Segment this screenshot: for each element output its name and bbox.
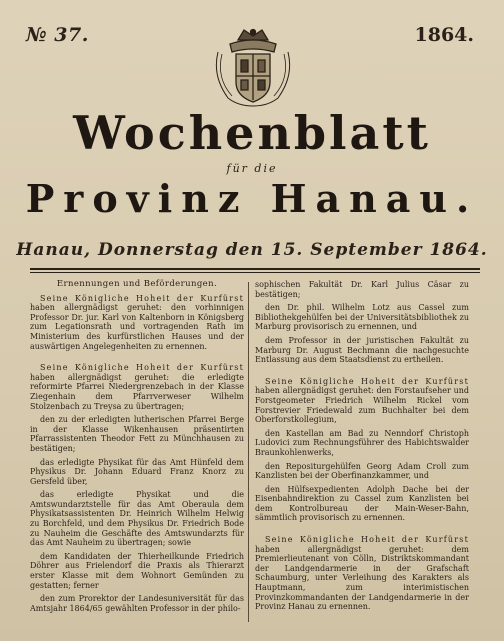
header-rule-thick	[30, 268, 480, 270]
paragraph-text: haben allergnädigst geruhet: die erledigte reformirte Pfarrei Niedergrenzebach in der Klasse Ziegenhain dem Pfarrverweser Wilhelm Stolzenbach zu Treysa zu übertragen;	[30, 372, 244, 411]
paragraph-text: haben allergnädigst geruhet: den vorhinnigen Professor Dr. jur. Karl von Kaltenborn in Königsberg zum Legationsrath und vortragenden Rath im Ministerium des kurfürstlichen Hauses und der auswärtigen Angelegenheiten zu ernennen.	[30, 303, 244, 351]
paragraph: das erledigte Physikat für das Amt Hünfeld dem Physikus Dr. Johann Eduard Franz Knorz zu Gersfeld über,	[30, 457, 244, 486]
paragraph: den Hülfsexpedienten Adolph Dache bei der Eisenbahndirektion zu Cassel zum Kanzlisten bei dem Kontrolbureau der Main-Weser-Bahn, sämmtlich provisorisch zu ernennen.	[255, 484, 469, 523]
paragraph-lead: Seine Königliche Hoheit der Kurfürst	[265, 376, 469, 386]
paragraph: dem Kandidaten der Thierheilkunde Friedrich Döhrer aus Frielendorf die Praxis als Thierarzt erster Klasse mit dem Wohnort Gemünden zu gestatten; ferner	[30, 551, 244, 590]
coat-of-arms-icon	[208, 26, 298, 108]
spacer	[30, 355, 244, 363]
header-rule-thin	[30, 272, 480, 273]
paragraph: das erledigte Physikat und die Amtswundarztstelle für das Amt Oberaula dem Physikatsassistenten Dr. Heinrich Wilhelm Helwig zu Borchfeld, und dem Physikus Dr. Friedrich Bode zu Nauheim die Geschäfte des Amtswundarzts für das Amt Nauheim zu übertragen; sowie	[30, 490, 244, 548]
newspaper-subtitle: Provinz Hanau.	[25, 176, 479, 221]
paragraph	[255, 377, 469, 425]
spacer	[255, 527, 469, 535]
paragraph-lead: Seine Königliche Hoheit der Kurfürst	[265, 535, 469, 545]
section-heading: Ernennungen und Beförderungen.	[56, 279, 218, 289]
paragraph-text: haben allergnädigst geruhet: den Forstaufseher und Forstgeometer Friedrich Wilhelm Rickel vom Forstrevier Friedewald zum Buchhalter bei dem Oberforstkollegium,	[255, 386, 469, 425]
issue-year: 1864.	[414, 24, 474, 46]
paragraph: den Repositurgehülfen Georg Adam Croll zum Kanzlisten bei der Oberfinanzkammer, und	[255, 461, 469, 481]
paragraph: sophischen Fakultät Dr. Karl Julius Cäsar zu bestätigen;	[255, 280, 469, 299]
paragraph: den Dr. phil. Wilhelm Lotz aus Cassel zum Bibliothekgehülfen bei der Universitätsbibliothek zu Marburg provisorisch zu ernennen, und	[255, 303, 469, 332]
spacer	[255, 369, 469, 377]
column-divider	[248, 282, 249, 622]
paragraph: den zu der erledigten lutherischen Pfarrei Berge in der Klasse Wikenhausen präsentirten Pfarrassistenten Theodor Fett zu Münchhausen zu bestätigen;	[30, 415, 244, 453]
paragraph	[30, 294, 244, 352]
paragraph-lead: Seine Königliche Hoheit der Kurfürst	[40, 363, 244, 373]
paragraph-lead: Seine Königliche Hoheit der Kurfürst	[40, 293, 244, 303]
paragraph-text: haben allergnädigst geruhet: dem Premierlieutenant von Cölln, Distriktskommandant der Landgendarmerie in der Grafschaft Schaumburg, unter Verleihung des Karakters als Hauptmann, zum interimistischen Provinzkommandanten der Landgendarmerie in der Provinz Hanau zu ernennen.	[255, 544, 469, 612]
paragraph	[30, 363, 244, 411]
paragraph: dem Professor in der juristischen Fakultät zu Marburg Dr. August Bechmann die nachgesuchte Entlassung aus dem Staatsdienst zu ertheilen.	[255, 335, 469, 365]
issue-number: № 37.	[26, 24, 89, 46]
dateline: Hanau, Donnerstag den 15. September 1864.	[16, 240, 488, 260]
paragraph: den zum Prorektor der Landesuniversität für das Amtsjahr 1864/65 gewählten Professor in der philo-	[30, 594, 244, 613]
left-column	[30, 280, 244, 617]
newspaper-title: Wochenblatt	[73, 106, 431, 160]
paragraph: den Kastellan am Bad zu Nenndorf Christoph Ludovici zum Rechnungsführer des Habichtswalder Braunkohlenwerks,	[255, 428, 469, 457]
right-column	[255, 280, 469, 616]
paragraph	[255, 535, 469, 612]
title-connector: für die	[226, 162, 278, 175]
